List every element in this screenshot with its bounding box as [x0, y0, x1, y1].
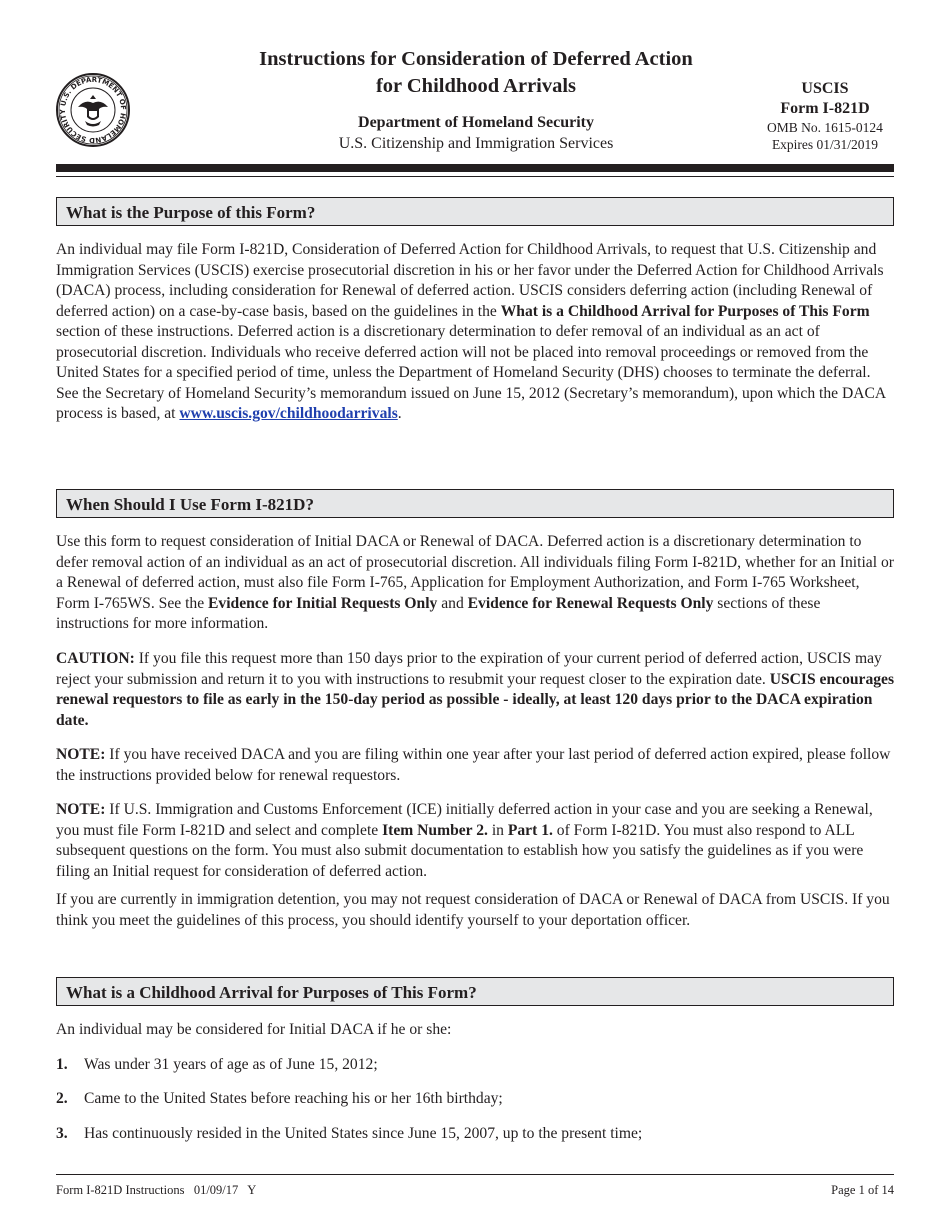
section-heading-purpose: What is the Purpose of this Form?: [56, 197, 894, 226]
note-renewal-paragraph: NOTE: If you have received DACA and you are filing within one year after your last period of deferred action expired, please follow the instructions provided below for renewal requestors.: [56, 746, 891, 784]
header-thick-rule: [56, 164, 894, 172]
svg-text:U.S. DEPARTMENT OF HOMELAND SE: U.S. DEPARTMENT OF HOMELAND SECURITY: [58, 75, 128, 145]
document-page: [56, 0, 894, 1230]
list-item-number: 3.: [56, 1125, 68, 1142]
list-item-text: Was under 31 years of age as of June 15, 2012;: [84, 1056, 378, 1073]
agency-name: U.S. Citizenship and Immigration Services: [338, 135, 614, 152]
header-thin-rule: [56, 176, 894, 177]
dhs-seal-logo: [56, 73, 130, 147]
agency-abbr: USCIS: [801, 80, 849, 97]
footer-rule: [56, 1174, 894, 1175]
list-item-text: Has continuously resided in the United States since June 15, 2007, up to the present time;: [84, 1125, 643, 1142]
footer-form-id: Form I-821D Instructions 01/09/17 Y: [56, 1183, 257, 1197]
section-heading-when: When Should I Use Form I-821D?: [56, 489, 894, 518]
list-item-number: 2.: [56, 1090, 68, 1107]
title-line-2: for Childhood Arrivals: [375, 75, 577, 97]
form-number: Form I-821D: [780, 100, 870, 117]
list-item-number: 1.: [56, 1056, 68, 1073]
title-line-1: Instructions for Consideration of Deferred Action: [259, 48, 693, 70]
detention-paragraph: If you are currently in immigration detention, you may not request consideration of DACA or Renewal of DACA from USCIS. If you think you meet the guidelines of this process, you should identify yourself to your deportation officer.: [56, 891, 890, 929]
childhood-intro: An individual may be considered for Initial DACA if he or she:: [56, 1021, 452, 1038]
form-info-block: [756, 79, 894, 153]
footer-page-number: Page 1 of 14: [831, 1183, 894, 1197]
expiration-date: Expires 01/31/2019: [771, 137, 879, 152]
omb-number: OMB No. 1615-0124: [767, 120, 883, 135]
childhood-arrivals-link[interactable]: www.uscis.gov/childhoodarrivals: [179, 405, 398, 422]
document-title: [206, 46, 746, 100]
purpose-paragraph: An individual may file Form I-821D, Consideration of Deferred Action for Childhood Arrivals, to request that U.S. Citizenship and Immigration Services (USCIS) exercise prosecutorial discretion in his or her favor under the Deferred Action for Childhood Arrivals (DACA) process, including consideration for Renewal of deferred action. USCIS considers deferring action (including Renewal of deferred action) on a case-by-case basis, based on the guidelines in the What is a Childhood Arrival for Purposes of This Form section of these instructions. Deferred action is a discretionary determination to defer removal of an individual as an act of prosecutorial discretion. Individuals who receive deferred action will not be placed into removal proceedings or removed from the United States for a specified period of time, unless the Department of Homeland Security (DHS) chooses to terminate the deferral. See the Secretary of Homeland Security’s memorandum issued on June 15, 2012 (Secretary’s memorandum), upon which the DACA process is based, at www.uscis.gov/childhoodarrivals.: [56, 241, 886, 422]
department-name: Department of Homeland Security: [358, 114, 594, 131]
section-heading-childhood-arrival: What is a Childhood Arrival for Purposes of This Form?: [56, 977, 894, 1006]
when-paragraph: Use this form to request consideration of Initial DACA or Renewal of DACA. Deferred action is a discretionary determination to defer removal action of an individual as an act of prosecutorial discretion. All individuals filing Form I-821D, whether for an Initial or a Renewal of deferred action, must also file Form I-765, Application for Employment Authorization, and Form I-765 Worksheet, Form I-765WS. See the Evidence for Initial Requests Only and Evidence for Renewal Requests Only sections of these instructions for more information.: [56, 533, 894, 632]
note-ice-paragraph: NOTE: If U.S. Immigration and Customs Enforcement (ICE) initially deferred action in your case and you are seeking a Renewal, you must file Form I-821D and select and complete Item Number 2. in Part 1. of Form I-821D. You must also respond to ALL subsequent questions on the form. You must also submit documentation to establish how you satisfy the guidelines as if you were filing an Initial request for consideration of deferred action.: [56, 801, 873, 880]
list-item-text: Came to the United States before reaching his or her 16th birthday;: [84, 1090, 503, 1107]
caution-paragraph: CAUTION: If you file this request more than 150 days prior to the expiration of your current period of deferred action, USCIS may reject your submission and return it to you with instructions to resubmit your request closer to the expiration date. USCIS encourages renewal requestors to file as early in the 150-day period as possible - ideally, at least 120 days prior to the DACA expiration date.: [56, 650, 895, 729]
